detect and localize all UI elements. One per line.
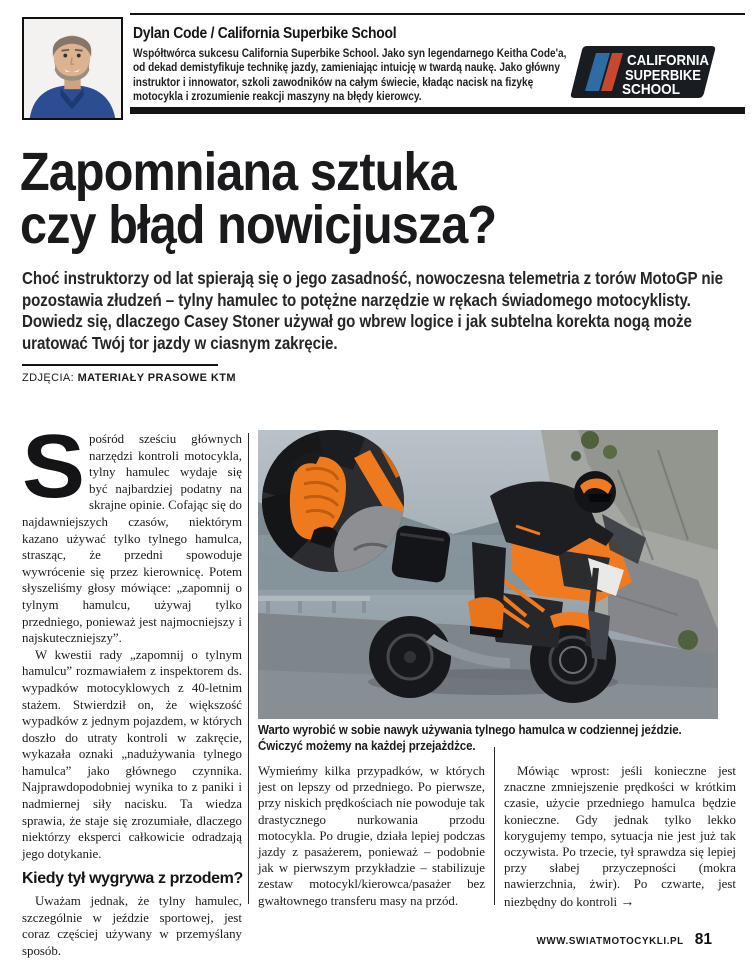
website-url: WWW.SWIATMOTOCYKLI.PL xyxy=(536,936,684,947)
logo-line-3: SCHOOL xyxy=(622,81,680,98)
article-column-2 xyxy=(258,763,485,909)
author-bio: Współtwórca sukcesu California Superbike School. Jako syn legendarnego Keitha Code'a, od dekad demistyfikuje technikę jazdy, zamieniając intuicję w twardą naukę. Jako główny instruktor i innowator, szkoli zawodników na całym świecie, kładąc nacisk na fizykę motocykla i zrozumienie reakcji maszyny na błędy kierowcy. xyxy=(133,47,567,104)
headline xyxy=(20,142,497,255)
column-divider-1 xyxy=(248,433,249,904)
article-column-1 xyxy=(22,417,243,959)
continuation-arrow-icon: → xyxy=(620,892,635,909)
section-subhead: Kiedy tył wygrywa z przodem? xyxy=(22,870,243,888)
photo-caption xyxy=(258,722,708,753)
article-column-3 xyxy=(504,763,736,910)
author-portrait-illustration xyxy=(24,19,121,118)
lead-paragraph: Choć instruktorzy od lat spierają się o jego zasadność, nowoczesna telemetria z torów MotoGP nie pozostawia złudzeń – tylny hamulec to potężne narzędzie w rękach świadomego motocyklisty. Dowiedz się, dlaczego Casey Stoner używał go wbrew logice i jak subtelna korekta nogą może uratować Twój tor jazdy w ciasnym zakręcie. xyxy=(22,268,723,353)
headline-line-2: czy błąd nowicjusza? xyxy=(20,195,497,255)
credit-rule xyxy=(22,364,218,366)
article-photo xyxy=(258,430,718,719)
paragraph: W kwestii rady „zapomnij o tylnym hamulcu” rozmawiałem z inspektorem ds. wypadków motocyklowych z 40-letnim stażem. Stwierdził on, że większość wypadków z jednym pojazdem, w których doszło do utraty kontroli w zakręcie, wykazała oznaki „nadużywania tylnego hamulca” jako głównego czynnika. Najprawdopodobniej wynika to z paniki i nadmiernej siły nacisku. Ta wiedza sprawia, że staje się zrozumiałe, dlaczego niektórzy eksperci całkowicie odradzają jego dotykanie. xyxy=(22,647,242,861)
logo-line-2: SUPERBIKE xyxy=(625,67,701,84)
logo-line-1: CALIFORNIA xyxy=(627,52,710,69)
photo-credit xyxy=(22,372,236,384)
header-top-rule xyxy=(130,13,745,15)
paragraph: Wymieńmy kilka przypadków, w których jest on lepszy od przedniego. Po pierwsze, przy niskich prędkościach nie powoduje tak drastycznego nurkowania przodu motocykla. Po drugie, działa lepiej podczas jazdy z pasażerem, ponieważ – podobnie jak w pierwszym przykładzie – stabilizuje zestaw motocykl/kierowca/pasażer bez gwałtownego transferu masy na przód. xyxy=(258,764,485,908)
page-number: 81 xyxy=(694,931,712,948)
motorcycle-photo-illustration xyxy=(258,430,718,719)
credit-label: ZDJĘCIA: xyxy=(22,372,75,384)
headline-line-1: Zapomniana sztuka xyxy=(20,142,456,202)
paragraph-text: pośród sześciu głównych narzędzi kontroli motocykla, tylny hamulec wydaje się być najbardziej podatny na skrajne opinie. Cofając się do najdawniejszych czasów, niektórym kazano używać tylko tylnego hamulca, strasząc, że przedni spowoduje wywrócenie się przez kierownicę. Potem słyszeliśmy głosy mówiące: „zapomnij o tylnym hamulcu, używaj tylko przedniego, ponieważ jest najmocniejszy i najskuteczniejszy”. xyxy=(22,432,242,646)
author-name: Dylan Code / California Superbike School xyxy=(133,25,397,42)
caption-line-1: Warto wyrobić w sobie nawyk używania tylnego hamulca w codziennej jeździe. xyxy=(258,722,682,737)
california-superbike-school-logo-icon xyxy=(570,45,716,99)
column-divider-2 xyxy=(494,747,495,905)
paragraph-text: Mówiąc wprost: jeśli konieczne jest znaczne zmniejszenie prędkości w krótkim czasie, użycie przedniego hamulca będzie konieczne. Gdy jednak tylko lekko korygujemy tempo, sytuacja nie jest już tak oczywista. Po trzecie, tył sprawdza się lepiej przy słabej przyczepności (mokra nawierzchnia, żwir). Po czwarte, jest niezbędny do kontroli xyxy=(504,764,736,909)
paragraph: Uważam jednak, że tylny hamulec, szczególnie w jeździe sportowej, jest coraz częściej używany w przemyślany sposób. xyxy=(22,894,242,958)
page-footer xyxy=(537,931,712,949)
drop-cap: S xyxy=(22,417,86,517)
paragraph xyxy=(504,763,736,910)
author-photo xyxy=(22,17,123,120)
school-logo-badge xyxy=(570,45,716,99)
credit-value: MATERIAŁY PRASOWE KTM xyxy=(77,372,236,384)
caption-line-2: Ćwiczyć możemy na każdej przejażdżce. xyxy=(258,737,476,753)
header-bottom-rule xyxy=(130,107,745,114)
paragraph xyxy=(22,417,242,647)
